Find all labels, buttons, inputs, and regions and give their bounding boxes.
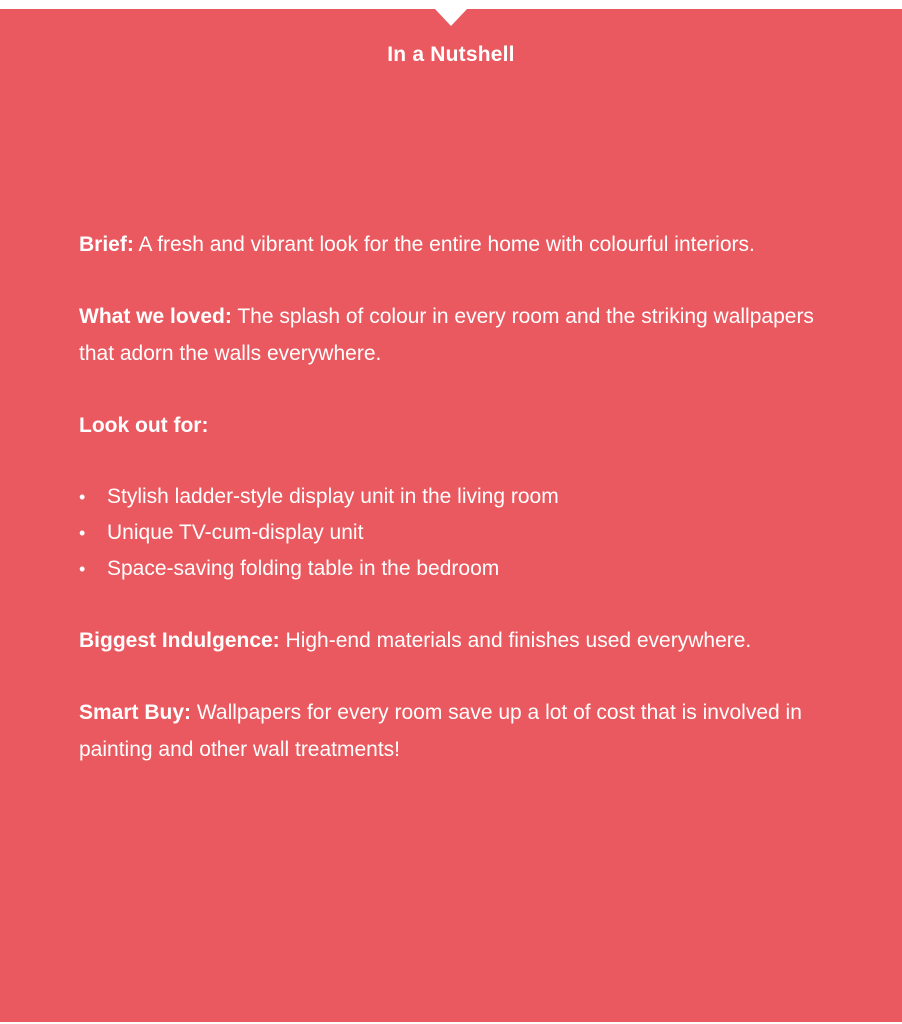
list-item-text: Stylish ladder-style display unit in the living room — [107, 485, 559, 508]
list-item-text: Space-saving folding table in the bedroom — [107, 557, 500, 580]
down-triangle-notch-icon — [435, 9, 467, 26]
brief-text: A fresh and vibrant look for the entire home with colourful interiors. — [133, 233, 755, 256]
panel-title: In a Nutshell — [387, 43, 515, 66]
nutshell-panel — [0, 9, 902, 1022]
list-item — [79, 479, 849, 515]
smart-buy-text: Wallpapers for every room save up a lot of cost that is involved in painting and other wall treatments! — [79, 701, 802, 761]
look-out-list — [79, 479, 849, 587]
summary-content — [79, 226, 849, 803]
indulgence-label: Biggest Indulgence: — [79, 629, 280, 652]
brief-paragraph — [79, 226, 849, 263]
loved-label: What we loved: — [79, 305, 232, 328]
look-out-label: Look out for: — [79, 414, 209, 437]
loved-paragraph — [79, 298, 849, 372]
bullet-dot-icon: • — [79, 487, 86, 507]
bullet-dot-icon: • — [79, 523, 86, 543]
bullet-dot-icon: • — [79, 559, 86, 579]
indulgence-text: High-end materials and finishes used everywhere. — [279, 629, 752, 652]
indulgence-paragraph — [79, 622, 849, 659]
list-item — [79, 551, 849, 587]
list-item-text: Unique TV-cum-display unit — [107, 521, 364, 544]
look-out-heading — [79, 407, 849, 444]
smart-buy-label: Smart Buy: — [79, 701, 192, 724]
list-item — [79, 515, 849, 551]
brief-label: Brief: — [79, 233, 134, 256]
loved-text: The splash of colour in every room and the striking wallpapers that adorn the walls everywhere. — [79, 305, 814, 365]
smart-buy-paragraph — [79, 694, 849, 768]
